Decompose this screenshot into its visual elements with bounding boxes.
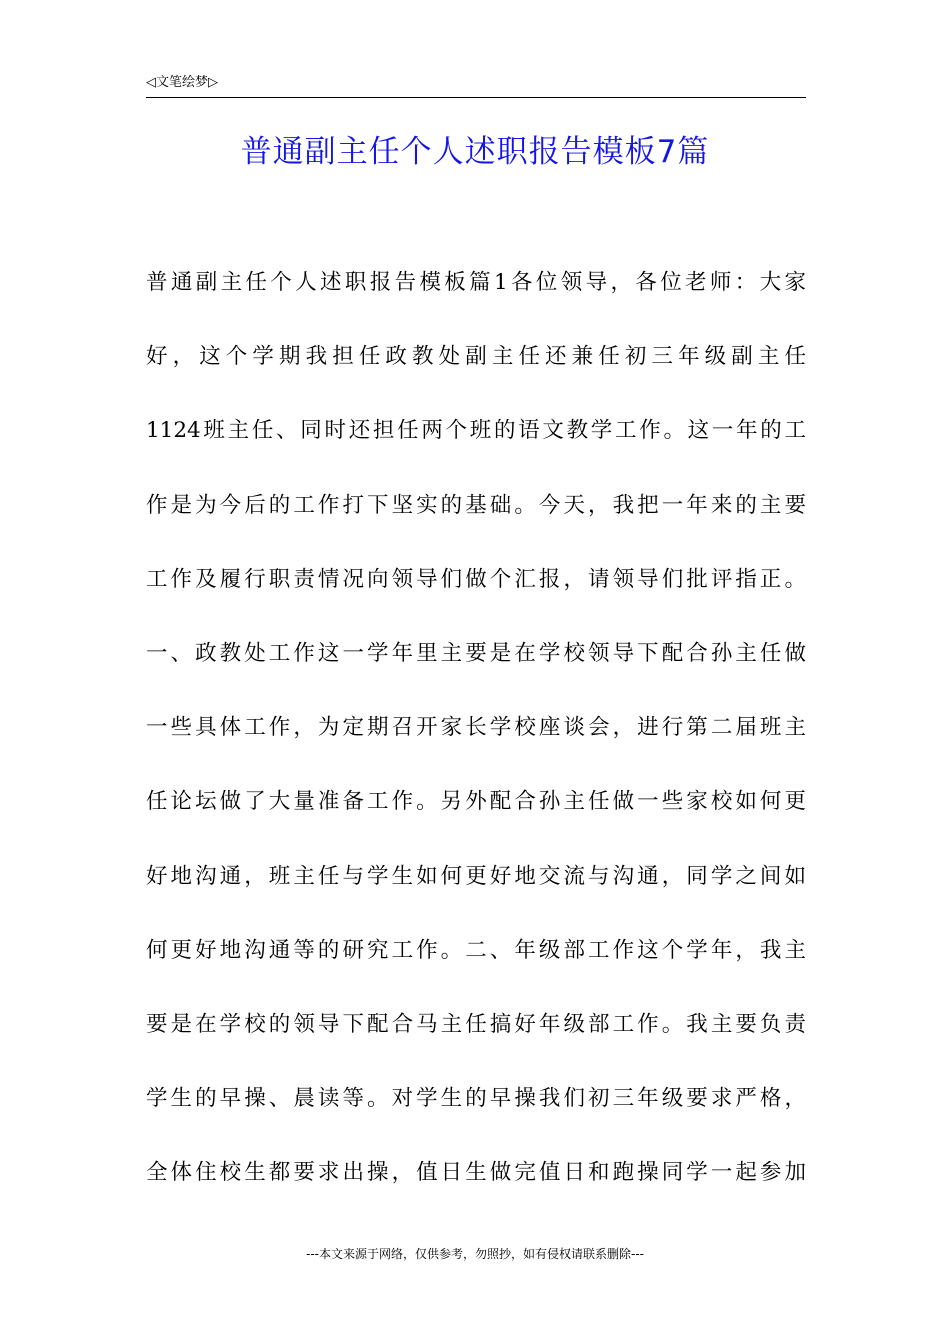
body-line: 好，这个学期我担任政教处副主任还兼任初三年级副主任 <box>146 344 806 370</box>
body-line: 全体住校生都要求出操，值日生做完值日和跑操同学一起参加 <box>146 1160 806 1186</box>
body-line: 一些具体工作，为定期召开家长学校座谈会，进行第二届班主 <box>146 715 806 741</box>
footer-disclaimer: ---本文来源于网络，仅供参考，勿照抄，如有侵权请联系删除--- <box>306 1247 644 1261</box>
body-line: 任论坛做了大量准备工作。另外配合孙主任做一些家校如何更 <box>146 789 806 815</box>
header-divider <box>146 97 806 98</box>
body-line: 普通副主任个人述职报告模板篇1各位领导，各位老师：大家 <box>146 270 806 295</box>
document-title: 普通副主任个人述职报告模板7篇 <box>240 134 710 170</box>
body-line: 一、政教处工作这一学年里主要是在学校领导下配合孙主任做 <box>146 640 806 666</box>
header-brand: ◁文笔绘梦▷ <box>146 75 218 90</box>
body-line: 学生的早操、晨读等。对学生的早操我们初三年级要求严格， <box>146 1086 806 1112</box>
document-body <box>146 263 806 1227</box>
body-line: 1124班主任、同时还担任两个班的语文教学工作。这一年的工 <box>146 418 806 444</box>
body-line: 好地沟通，班主任与学生如何更好地交流与沟通，同学之间如 <box>146 863 806 889</box>
body-line: 作是为今后的工作打下坚实的基础。今天，我把一年来的主要 <box>146 492 806 518</box>
body-line: 要是在学校的领导下配合马主任搞好年级部工作。我主要负责 <box>146 1011 806 1037</box>
body-line: 何更好地沟通等的研究工作。二、年级部工作这个学年，我主 <box>146 937 806 963</box>
body-line: 工作及履行职责情况向领导们做个汇报，请领导们批评指正。 <box>146 566 806 592</box>
